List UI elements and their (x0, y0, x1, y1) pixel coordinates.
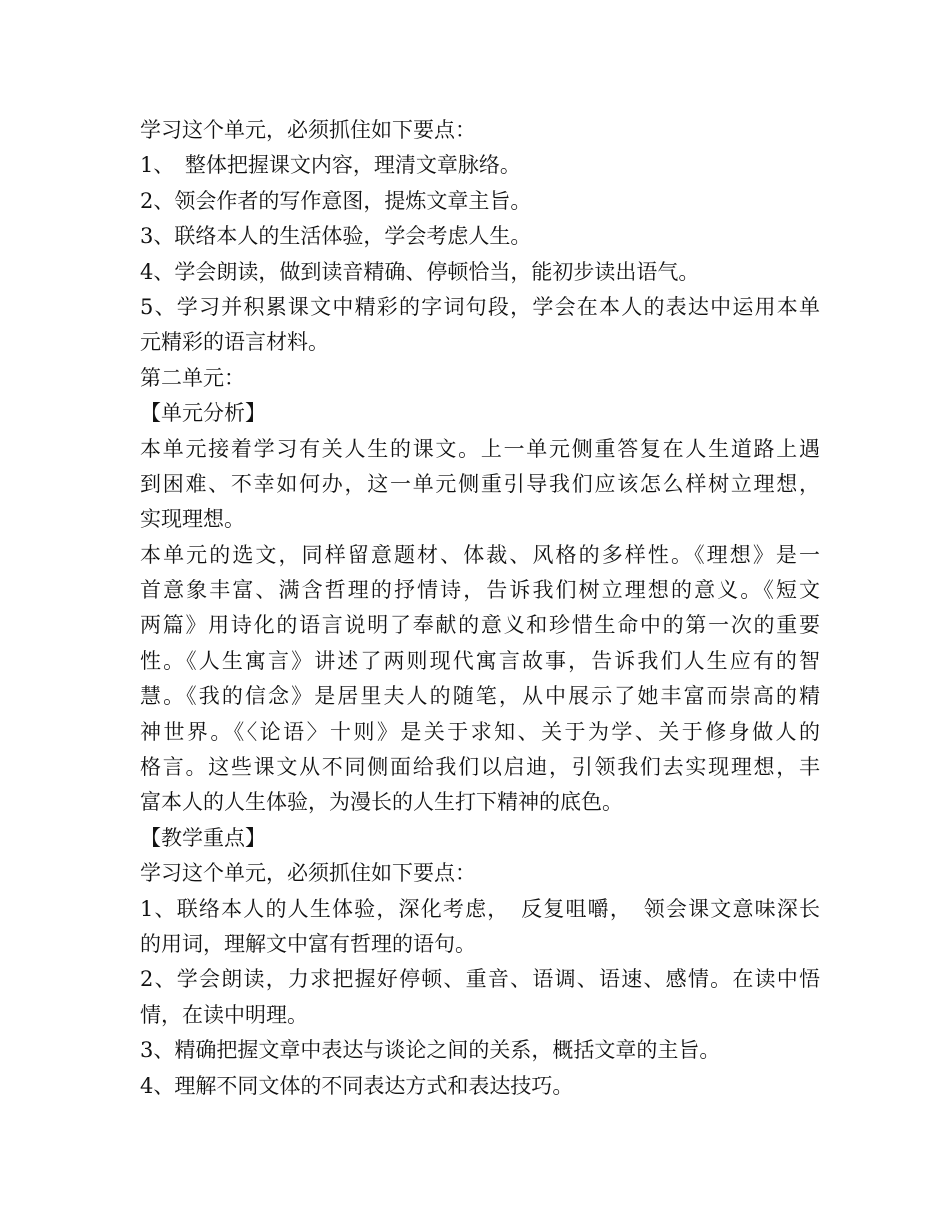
text-line: 学习这个单元，必须抓住如下要点： (140, 118, 476, 142)
text-line: 首意象丰富、满含哲理的抒情诗，告诉我们树立理想的意义。《短文 (140, 578, 820, 603)
text-line: 格言。这些课文从不同侧面给我们以启迪，引领我们去实现理想，丰 (140, 755, 820, 780)
text-line: 3、联络本人的生活体验，学会考虑人生。 (140, 224, 532, 249)
text-line: 3、精确把握文章中表达与谈论之间的关系，概括文章的主旨。 (140, 1038, 721, 1063)
text-line: 的用词，理解文中富有哲理的语句。 (140, 931, 476, 956)
text-line: 2、领会作者的写作意图，提炼文章主旨。 (140, 188, 532, 213)
text-line: 情，在读中明理。 (140, 1002, 308, 1027)
text-line: 1、 整体把握课文内容，理清文章脉络。 (140, 153, 521, 178)
text-line: 第二单元： (140, 365, 245, 390)
text-line: 神世界。《〈论语〉十则》是关于求知、关于为学、关于修身做人的 (140, 719, 820, 744)
text-line: 元精彩的语言材料。 (140, 330, 329, 355)
text-line: 4、理解不同文体的不同表达方式和表达技巧。 (140, 1073, 574, 1098)
text-line: 本单元的选文，同样留意题材、体裁、风格的多样性。《理想》是一 (140, 542, 820, 567)
document-body (140, 113, 820, 1104)
text-line: 到困难、不幸如何办，这一单元侧重引导我们应该怎么样树立理想， (140, 471, 820, 496)
text-line: 【教学重点】 (140, 825, 266, 850)
text-line: 5、学习并积累课文中精彩的字词句段，学会在本人的表达中运用本单 (140, 294, 820, 319)
text-line: 【单元分析】 (140, 401, 266, 426)
text-line: 2、学会朗读，力求把握好停顿、重音、语调、语速、感情。在读中悟 (140, 967, 820, 992)
text-line: 两篇》用诗化的语言说明了奉献的意义和珍惜生命中的第一次的重要 (140, 613, 820, 638)
text-line: 性。《人生寓言》讲述了两则现代寓言故事，告诉我们人生应有的智 (140, 648, 820, 673)
text-line: 实现理想。 (140, 507, 245, 532)
text-line: 4、学会朗读，做到读音精确、停顿恰当，能初步读出语气。 (140, 259, 700, 284)
text-line: 1、联络本人的人生体验，深化考虑， 反复咀嚼， 领会课文意味深长 (140, 896, 820, 921)
text-line: 富本人的人生体验，为漫长的人生打下精神的底色。 (140, 790, 623, 815)
text-line: 本单元接着学习有关人生的课文。上一单元侧重答复在人生道路上遇 (140, 436, 820, 461)
text-line: 学习这个单元，必须抓住如下要点： (140, 861, 476, 886)
text-line: 慧。《我的信念》是居里夫人的随笔，从中展示了她丰富而崇高的精 (140, 684, 820, 709)
